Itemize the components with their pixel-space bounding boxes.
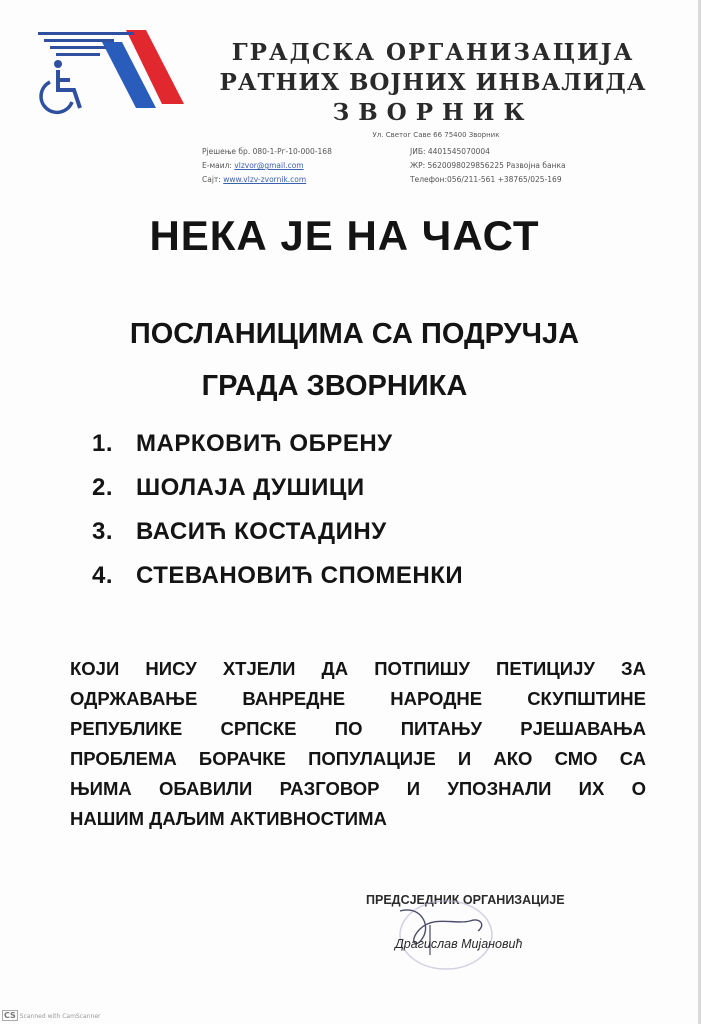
email-link[interactable]: vlzvor@gmail.com [234, 161, 304, 170]
body-paragraph [70, 654, 646, 834]
account-label: ЖР: [410, 161, 426, 170]
website-link[interactable]: www.vlzv-zvornik.com [223, 175, 307, 184]
paragraph-line: НАШИМ ДАЉИМ АКТИВНОСТИМА [70, 808, 387, 829]
list-item-number: 4. [92, 562, 114, 589]
list-item-name: ВАСИЋ КОСТАДИНУ [136, 518, 387, 545]
logo-line [50, 46, 106, 49]
handwritten-signature [360, 895, 540, 975]
list-item-number: 3. [92, 518, 114, 545]
organization-logo [34, 28, 188, 120]
phone-number: Телефон:056/211-561 +38765/025-169 [410, 175, 562, 184]
organization-address: Ул. Светог Саве 66 75400 Зворник [372, 131, 500, 139]
logo-line [38, 32, 134, 35]
scanner-watermark [2, 1010, 100, 1021]
list-item-name: ШОЛАЈА ДУШИЦИ [136, 474, 365, 501]
email-label: Е-маил: [202, 161, 232, 170]
paragraph-line: ОДРЖАВАЊЕ ВАНРЕДНЕ НАРОДНЕ СКУПШТИНЕ [70, 688, 646, 709]
org-name-line1: ГРАДСКА ОРГАНИЗАЦИЈА [231, 39, 635, 66]
subtitle-line1: ПОСЛАНИЦИМА СА ПОДРУЧЈА [129, 318, 580, 350]
org-name-line2: РАТНИХ ВОЈНИХ ИНВАЛИДА [219, 69, 647, 96]
wheelchair-icon [41, 60, 80, 112]
list-item [92, 430, 463, 474]
logo-line [56, 53, 100, 56]
organization-name [218, 38, 648, 128]
paragraph-line: ЊИМА ОБАВИЛИ РАЗГОВОР И УПОЗНАЛИ ИХ О [70, 778, 646, 799]
list-item [92, 562, 463, 606]
list-item-number: 1. [92, 430, 114, 457]
signature-title: ПРЕДСЈЕДНИК ОРГАНИЗАЦИЈЕ [366, 893, 565, 907]
camscanner-badge: CS [4, 1011, 16, 1020]
website-label: Сајт: [202, 175, 221, 184]
organization-details [202, 145, 672, 187]
document-title: НЕКА ЈЕ НА ЧАСТ [149, 212, 540, 259]
registration-number: Рјешење бр. 080-1-Рг-10-000-168 [202, 147, 332, 156]
jib-value: 4401545070004 [427, 147, 490, 156]
list-item-name: МАРКОВИЋ ОБРЕНУ [136, 430, 393, 457]
jib-label: ЈИБ: [410, 147, 426, 156]
list-item [92, 518, 463, 562]
camscanner-text: Scanned with CamScanner [19, 1013, 101, 1020]
paragraph-line: РЕПУБЛИКЕ СРПСКЕ ПО ПИТАЊУ РЈЕШАВАЊА [70, 718, 646, 739]
subtitle-line2: ГРАДА ЗВОРНИКА [201, 370, 468, 402]
paragraph-line: ПРОБЛЕМА БОРАЧКЕ ПОПУЛАЦИЈЕ И АКО СМО СА [70, 748, 646, 769]
account-value: 5620098029856225 Развојна банка [427, 161, 566, 170]
paragraph-line: КОЈИ НИСУ ХТЈЕЛИ ДА ПОТПИШУ ПЕТИЦИЈУ ЗА [70, 658, 646, 679]
signatory-name: Драгислав Мијановић [395, 937, 523, 951]
list-item-number: 2. [92, 474, 114, 501]
logo-line [44, 39, 114, 42]
deputies-list [92, 430, 463, 606]
org-name-line3: ЗВОРНИК [332, 99, 534, 126]
list-item-name: СТЕВАНОВИЋ СПОМЕНКИ [136, 562, 464, 589]
list-item [92, 474, 463, 518]
